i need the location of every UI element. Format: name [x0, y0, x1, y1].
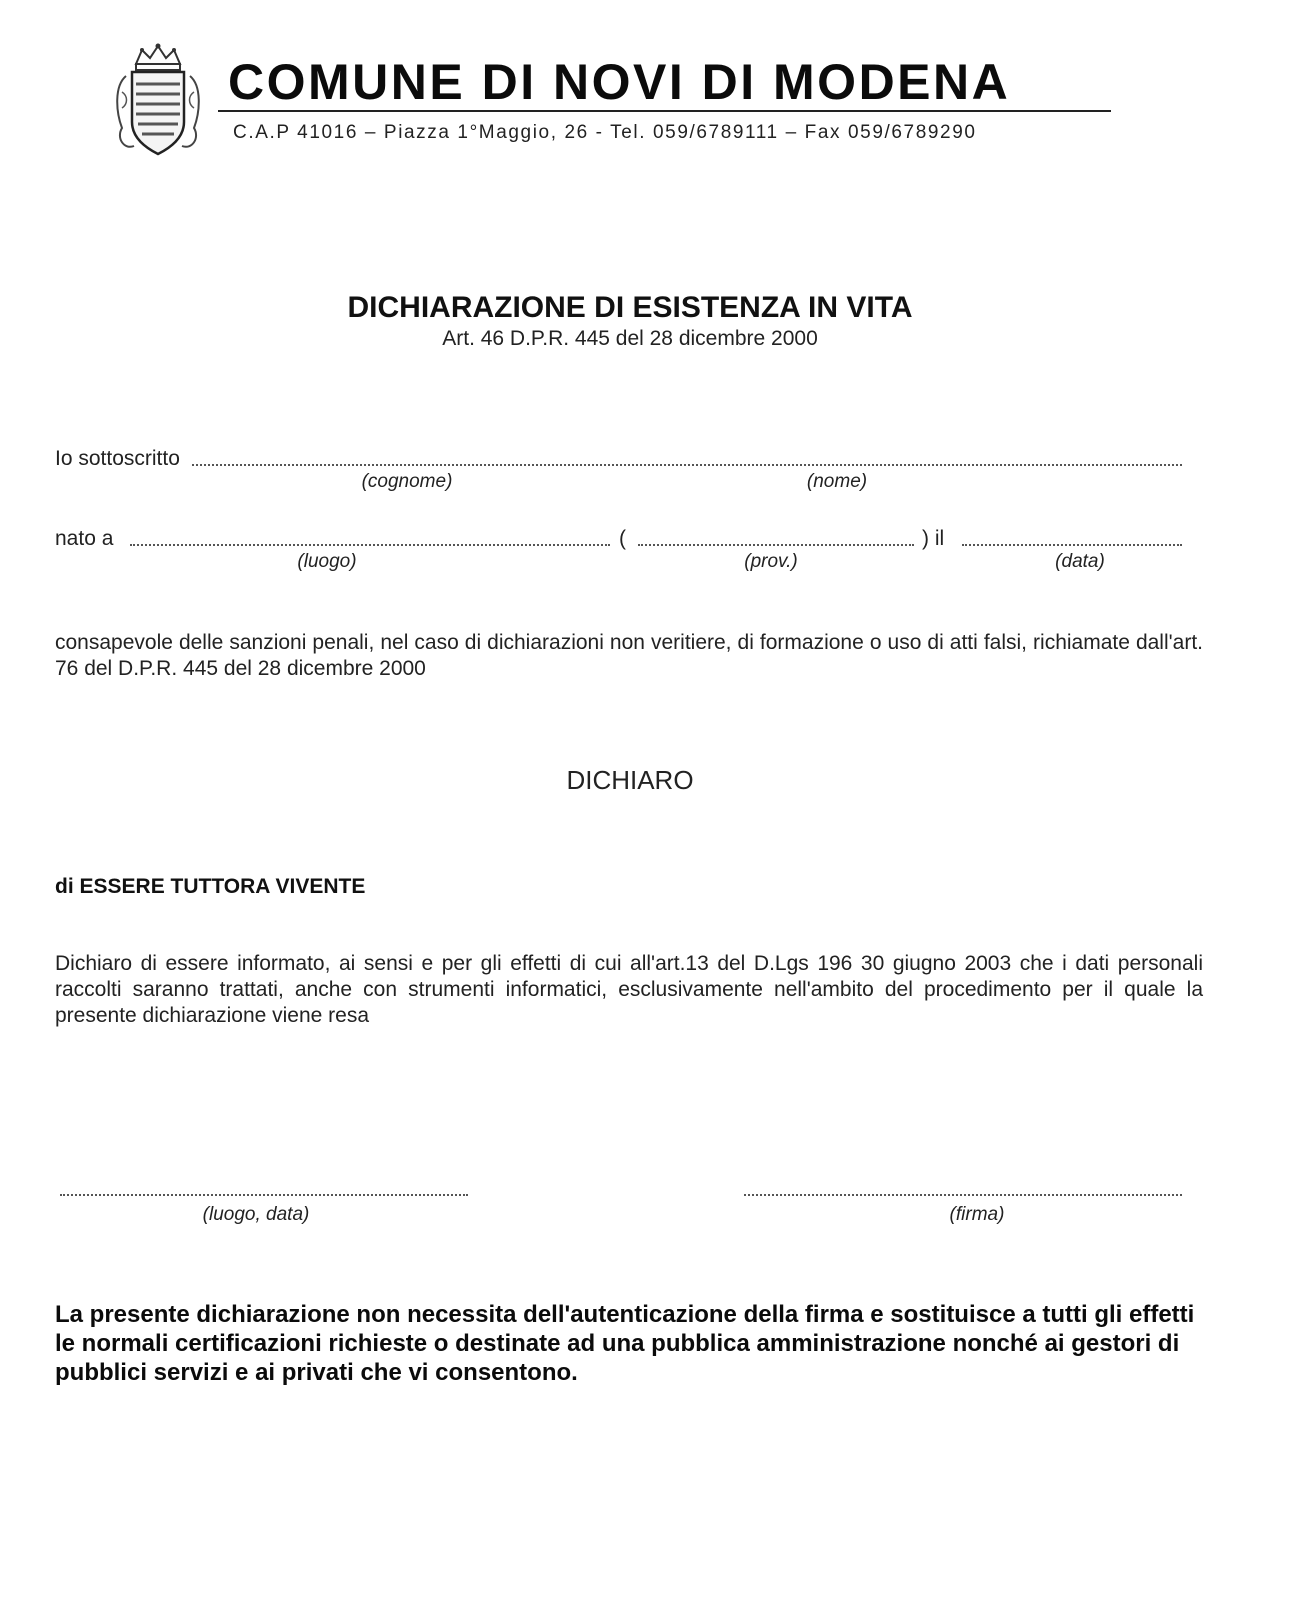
surname-caption: (cognome) [361, 471, 453, 492]
header-divider [218, 110, 1111, 112]
signature-field[interactable] [744, 1194, 1182, 1196]
province-caption: (prov.) [744, 551, 798, 572]
municipality-name: COMUNE DI NOVI DI MODENA [228, 54, 1011, 110]
born-in-label: nato a [55, 527, 114, 550]
coat-of-arms-icon [112, 42, 204, 160]
undersigned-label: Io sottoscritto [55, 447, 180, 470]
signature-caption: (firma) [949, 1204, 1005, 1225]
open-paren: ( [619, 527, 626, 550]
authentication-notice: La presente dichiarazione non necessita dell'autenticazione della firma e sostituisce a tutti gli effetti le normali certificazioni richieste o destinate ad una pubblica amministrazione nonché ai gestori di pubblici servizi e ai privati che vi consentono. [55, 1301, 1195, 1386]
awareness-paragraph: consapevole delle sanzioni penali, nel caso di dichiarazioni non veritiere, di formazione o uso di atti falsi, richiamate dall'art. 76 del D.P.R. 445 del 28 dicembre 2000 [55, 631, 1203, 680]
date-caption: (data) [1055, 551, 1105, 572]
birthplace-field[interactable] [130, 544, 610, 546]
declaration-heading: DICHIARO [566, 765, 694, 795]
close-paren-date-label: ) il [922, 527, 945, 550]
name-field[interactable] [192, 464, 1182, 466]
document-title: DICHIARAZIONE DI ESISTENZA IN VITA [347, 291, 913, 324]
place-date-caption: (luogo, data) [202, 1204, 310, 1225]
privacy-paragraph: Dichiaro di essere informato, ai sensi e per gli effetti di cui all'art.13 del D.Lgs 196 30 giugno 2003 che i dati personali raccolti saranno trattati, anche con strumenti informatici, esclusivamente nell'ambito del procedimento per il quale la presente dichiarazione viene resa [55, 952, 1203, 1027]
province-field[interactable] [638, 544, 914, 546]
place-caption: (luogo) [297, 551, 357, 572]
municipality-address: C.A.P 41016 – Piazza 1°Maggio, 26 - Tel. 059/6789111 – Fax 059/6789290 [233, 122, 977, 143]
document-subtitle: Art. 46 D.P.R. 445 del 28 dicembre 2000 [442, 327, 818, 350]
declaration-statement: di ESSERE TUTTORA VIVENTE [55, 875, 366, 898]
first-name-caption: (nome) [806, 471, 868, 492]
place-date-field[interactable] [60, 1194, 468, 1196]
birth-date-field[interactable] [962, 544, 1182, 546]
